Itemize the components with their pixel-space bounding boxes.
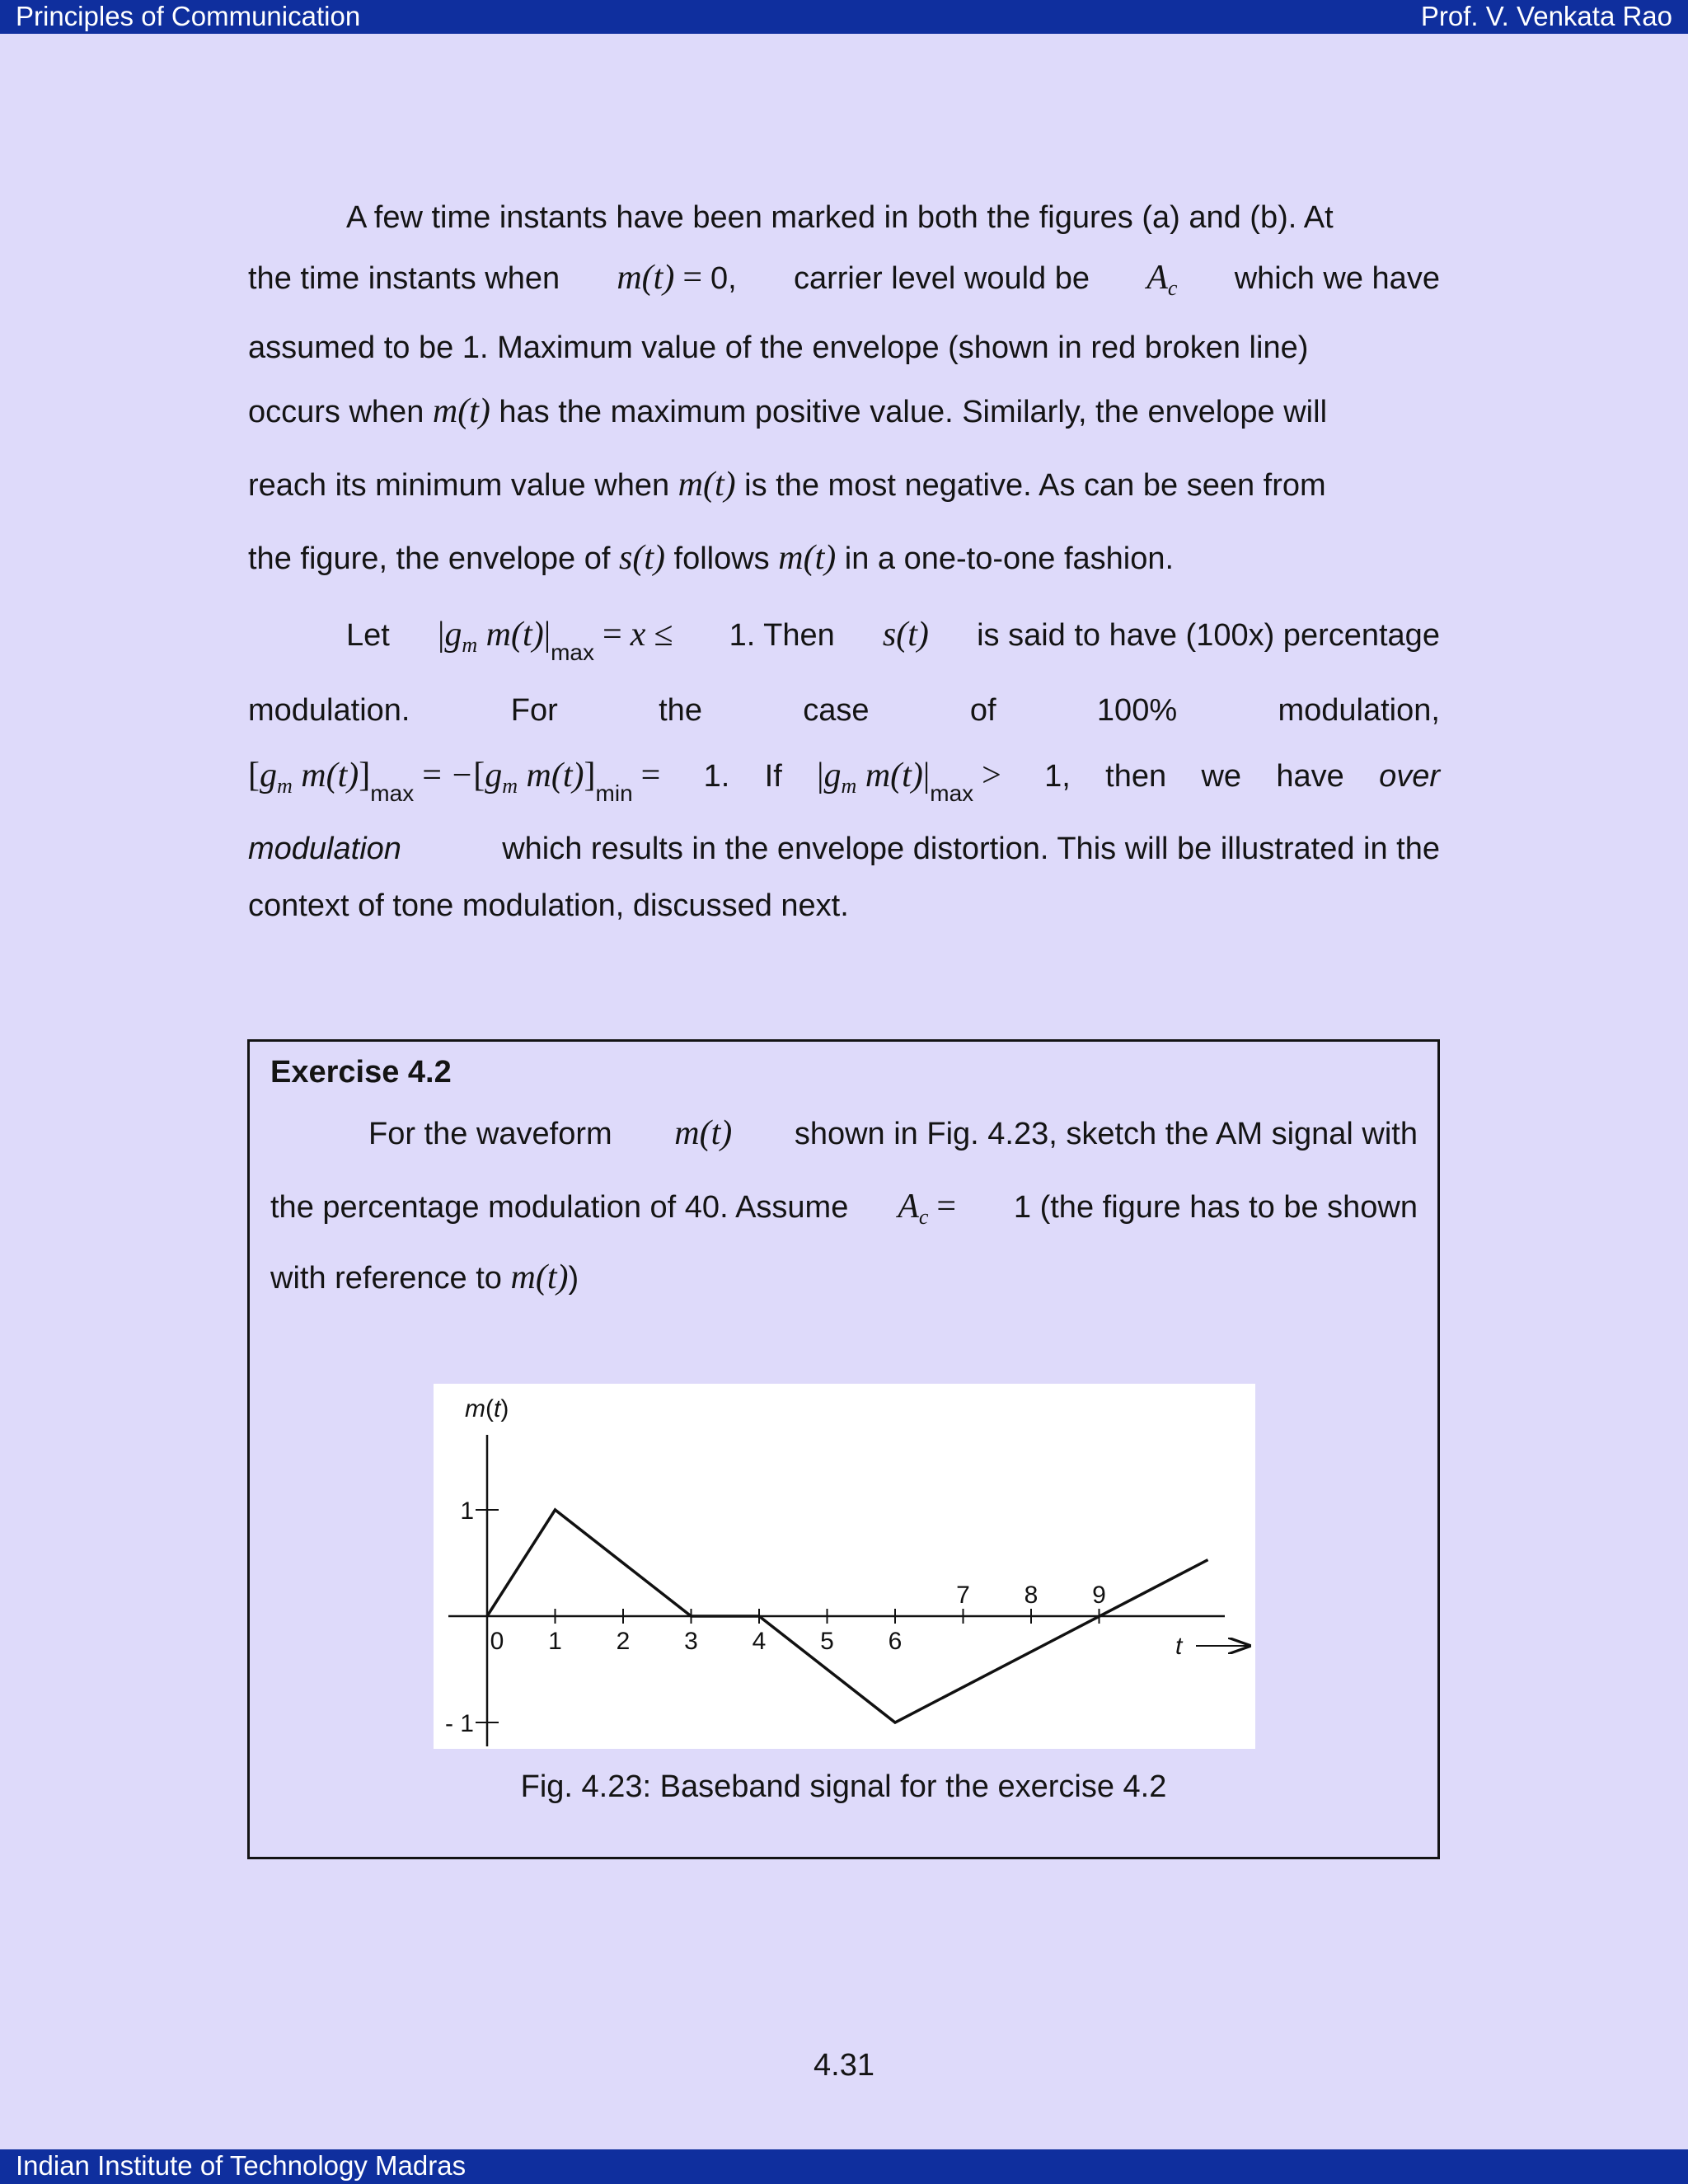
x-tick-label: 0 [490,1628,504,1655]
x-tick-label: 1 [548,1628,562,1655]
figure-panel [434,1384,1255,1749]
y-axis-label: m(t) [465,1395,509,1422]
exercise-title: Exercise 4.2 [270,1055,452,1090]
exercise-line-3: with reference to m(t)) [270,1258,579,1296]
author-name: Prof. V. Venkata Rao [1420,1,1672,31]
p1-line-1: A few time instants have been marked in both the figures (a) and (b). At [346,200,1334,235]
p1-line-6: the figure, the envelope of s(t) follows m(t) in a one-to-one fashion. [248,539,1175,577]
p2-line-5: context of tone modulation, discussed next. [248,888,849,923]
p2-line-3: [$g_m$ $m(t)]_{max} = -[g_m$ $m(t)]_{min}$ = 1. If $|g_m$ $m(t)|_{max}$ > 1, then we have over [248,757,1440,806]
x-tick-label: 2 [616,1628,631,1655]
p2-line-1: Let $|g_m$ $m(t)|_{max} = x$ ≤ 1. Then s(t) is said to have (100x) percentage [346,616,1440,665]
header-bar [0,0,1688,34]
x-axis-label: t [1175,1633,1183,1660]
exercise-line-2: the percentage modulation of 40. Assume $A_c$ = 1 (the figure has to be shown [270,1188,1418,1229]
x-tick-label: 4 [752,1628,767,1655]
x-tick-label: 5 [820,1628,834,1655]
p1-line-5: reach its minimum value when m(t) is the most negative. As can be seen from [248,466,1326,504]
x-tick-label: 8 [1024,1582,1039,1609]
x-tick-label: 9 [1092,1582,1106,1609]
x-tick-label: 3 [684,1628,698,1655]
course-title: Principles of Communication [16,1,361,31]
institute-name: Indian Institute of Technology Madras [16,2150,467,2181]
p2-line-2: modulation. For the case of 100% modulation, [248,693,1440,728]
page-number: 4.31 [814,2048,874,2083]
baseband-chart [434,1384,1255,1749]
y-tick-label: - 1 [444,1710,474,1737]
p1-line-3: assumed to be 1. Maximum value of the envelope (shown in red broken line) [248,330,1309,365]
figure-caption: Fig. 4.23: Baseband signal for the exercise 4.2 [520,1769,1167,1804]
x-tick-label: 7 [956,1582,970,1609]
p2-line-4: modulation which results in the envelope distortion. This will be illustrated in the [248,832,1440,866]
x-tick-label: 6 [888,1628,903,1655]
exercise-line-1: For the waveform m(t) shown in Fig. 4.23, sketch the AM signal with [368,1114,1418,1152]
p1-line-4: occurs when m(t) has the maximum positive value. Similarly, the envelope will [248,392,1328,430]
footer-bar [0,2149,1688,2184]
y-tick-label: 1 [460,1497,474,1525]
p1-line-2: the time instants when m(t) = 0, carrier level would be $A_c$ which we have [248,259,1440,300]
